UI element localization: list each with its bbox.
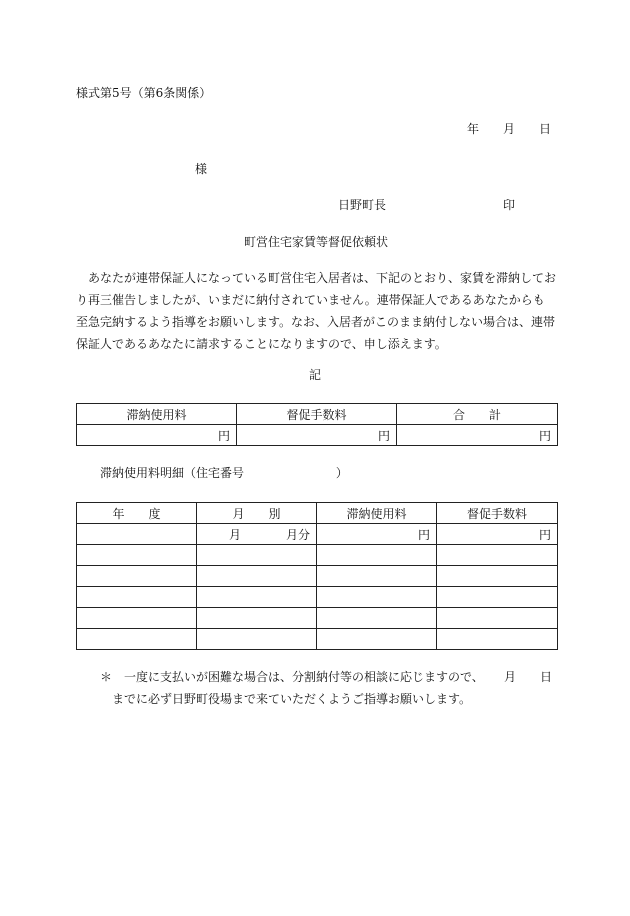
detail-cell: [317, 608, 437, 629]
detail-cell: [197, 608, 317, 629]
detail-cell: [437, 629, 558, 650]
date-day: 日: [539, 122, 552, 136]
date-month: 月: [503, 122, 516, 136]
detail-cell: [317, 545, 437, 566]
summary-header-row: [77, 404, 558, 425]
seal-mark: 印: [503, 198, 516, 212]
detail-month-portion-label: 月分: [285, 527, 310, 542]
summary-header-arrears: 滞納使用料: [77, 404, 237, 425]
detail-cell: [437, 608, 558, 629]
summary-fee-unit: 円: [237, 425, 397, 446]
detail-cell: [197, 545, 317, 566]
detail-cell: [437, 545, 558, 566]
note-day: 日: [540, 670, 553, 684]
document-title: 町営住宅家賃等督促依頼状: [244, 235, 389, 249]
detail-cell: [197, 629, 317, 650]
table-row: [77, 587, 558, 608]
detail-cell-fee: 円: [437, 524, 558, 545]
detail-cell: [77, 629, 197, 650]
detail-caption: [100, 466, 348, 480]
table-row: [77, 566, 558, 587]
detail-header-arrears: 滞納使用料: [317, 503, 437, 524]
detail-caption-suffix: ）: [335, 466, 348, 480]
detail-header-row: [77, 503, 558, 524]
detail-cell-month: [197, 524, 317, 545]
summary-header-total: 合 計: [397, 404, 558, 425]
sender-name: 日野町長: [338, 198, 387, 212]
detail-cell: [77, 545, 197, 566]
detail-header-fee: 督促手数料: [437, 503, 558, 524]
ki-heading: 記: [309, 368, 322, 382]
note-month: 月: [504, 670, 517, 684]
detail-header-month: 月 別: [197, 503, 317, 524]
detail-header-year: 年 度: [77, 503, 197, 524]
summary-value-row: [77, 425, 558, 446]
note-line-2: までに必ず日野町役場まで来ていただくようご指導お願いします。: [112, 692, 472, 706]
table-row: [77, 524, 558, 545]
detail-table: [76, 502, 558, 650]
form-label: 様式第5号（第6条関係）: [76, 86, 212, 100]
summary-table: [76, 403, 558, 446]
table-row: [77, 608, 558, 629]
note-line-1: 一度に支払いが困難な場合は、分割納付等の相談に応じますので、: [124, 670, 484, 684]
detail-cell: [317, 629, 437, 650]
detail-cell-year: [77, 524, 197, 545]
detail-cell: [437, 587, 558, 608]
detail-cell: [77, 566, 197, 587]
detail-cell: [317, 587, 437, 608]
detail-month-label: 月: [229, 527, 242, 542]
note-mark: ＊: [100, 670, 113, 684]
body-text: あなたが連帯保証人になっている町営住宅入居者は、下記のとおり、家賃を滞納しており再三催告しましたが、いまだに納付されていません。連帯保証人であるあなたからも至急完納するよう指導をお願いします。なお、入居者がこのまま納付しない場合は、連帯保証人であるあなたに請求することになりますので、申し添えます。: [76, 271, 557, 351]
body-paragraph: [76, 267, 556, 355]
summary-total-unit: 円: [397, 425, 558, 446]
detail-cell-arrears: 円: [317, 524, 437, 545]
detail-cell: [77, 587, 197, 608]
detail-caption-prefix: 滞納使用料明細（住宅番号: [100, 466, 245, 480]
detail-cell: [77, 608, 197, 629]
table-row: [77, 545, 558, 566]
table-row: [77, 629, 558, 650]
detail-cell: [197, 566, 317, 587]
date-year: 年: [467, 122, 480, 136]
detail-cell: [317, 566, 437, 587]
summary-arrears-unit: 円: [77, 425, 237, 446]
addressee-suffix: 様: [195, 162, 208, 176]
detail-cell: [197, 587, 317, 608]
detail-cell: [437, 566, 558, 587]
summary-header-fee: 督促手数料: [237, 404, 397, 425]
